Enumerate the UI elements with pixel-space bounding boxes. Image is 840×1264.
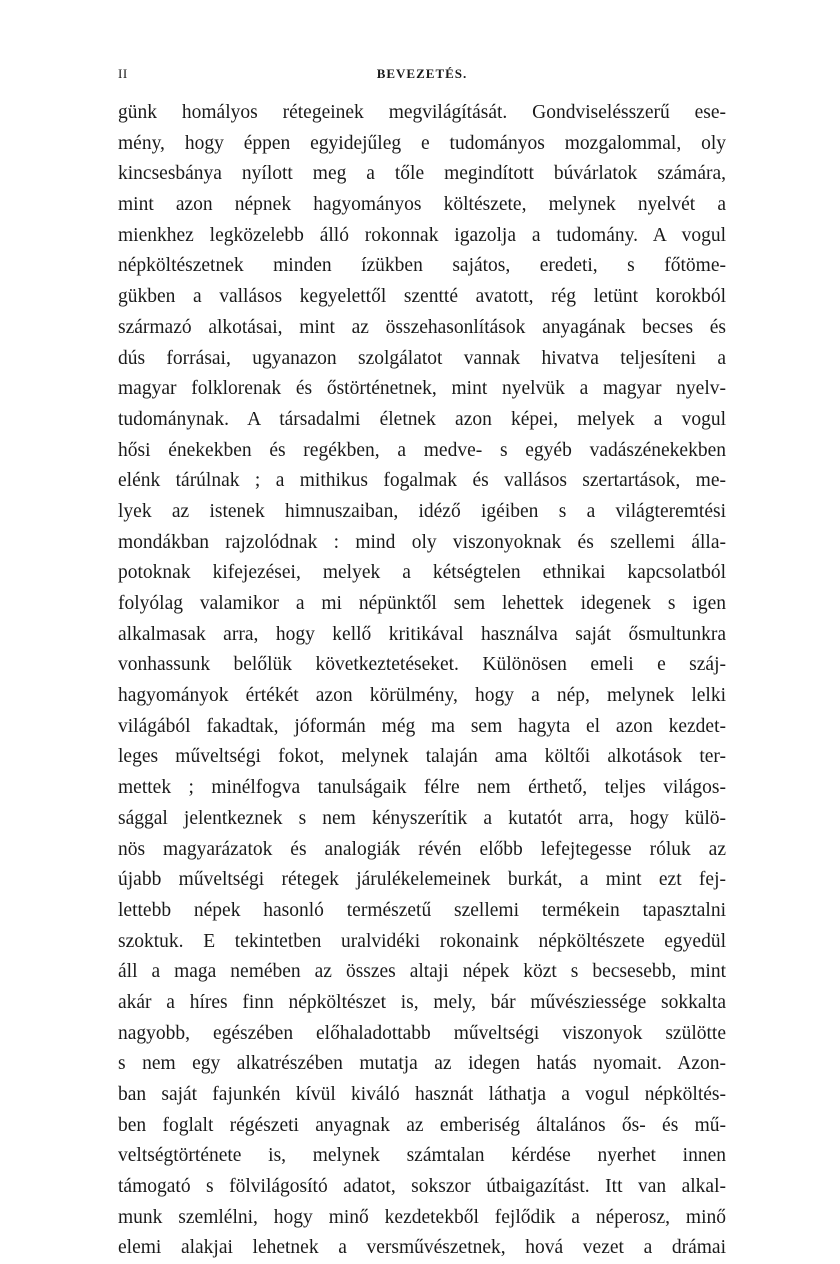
text-line: szoktuk. E tekintetben uralvidéki rokonaink népköltészete egyedül (118, 930, 726, 952)
text-line: elemi alakjai lehetnek a versművészetnek, hová vezet a drámai (118, 1237, 726, 1259)
text-line: vonhassunk belőlük következtetéseket. Különösen emeli e száj- (118, 654, 726, 676)
text-line: támogató s fölvilágosító adatot, sokszor útbaigazítást. Itt van alkal- (118, 1176, 726, 1198)
text-line: munk szemlélni, hogy minő kezdetekből fejlődik a néperosz, minő (118, 1206, 726, 1228)
text-line: mienkhez legközelebb álló rokonnak igazolja a tudomány. A vogul (118, 224, 726, 246)
text-line: lettebb népek hasonló természetű szellemi termékein tapasztalni (118, 899, 726, 921)
text-line: mondákban rajzolódnak : mind oly viszonyoknak és szellemi álla- (118, 531, 726, 553)
text-line: hősi énekekben és regékben, a medve- s egyéb vadászénekekben (118, 439, 726, 461)
text-line: s nem egy alkatrészében mutatja az idegen hatás nyomait. Azon- (118, 1053, 726, 1075)
text-line: magyar folklorenak és őstörténetnek, mint nyelvük a magyar nyelv- (118, 378, 726, 400)
text-line: sággal jelentkeznek s nem kényszerítik a kutatót arra, hogy külö- (118, 807, 726, 829)
text-line: újabb műveltségi rétegek járulékelemeinek burkát, a mint ezt fej- (118, 869, 726, 891)
text-line: világából fakadtak, jóformán még ma sem hagyta el azon kezdet- (118, 715, 726, 737)
text-line: kincsesbánya nyílott meg a tőle megindított búvárlatok számára, (118, 163, 726, 185)
text-line: hagyományok értékét azon körülmény, hogy a nép, melynek lelki (118, 685, 726, 707)
text-line: günk homályos rétegeinek megvilágítását. Gondviselésszerű ese- (118, 102, 726, 123)
running-head (118, 66, 726, 86)
text-line: származó alkotásai, mint az összehasonlítások anyagának becses és (118, 316, 726, 338)
text-line: elénk tárúlnak ; a mithikus fogalmak és vallásos szertartások, me- (118, 470, 726, 492)
text-line: mény, hogy éppen egyidejűleg e tudományos mozgalommal, oly (118, 132, 726, 154)
text-line: nagyobb, egészében előhaladottabb műveltségi viszonyok szülötte (118, 1022, 726, 1044)
text-line: ben foglalt régészeti anyagnak az emberiség általános ős- és mű- (118, 1114, 726, 1136)
text-line: potoknak kifejezései, melyek a kétségtelen ethnikai kapcsolatból (118, 562, 726, 584)
text-line: ban saját fajunkén kívül kiváló hasznát láthatja a vogul népköltés- (118, 1084, 726, 1105)
body-text (118, 98, 726, 1264)
text-line: gükben a vallásos kegyelettől szentté avatott, rég letünt korokból (118, 286, 726, 308)
text-line: akár a híres finn népköltészet is, mely, bár művésziessége sokkalta (118, 991, 726, 1013)
text-line: áll a maga nemében az összes altaji népek közt s becsesebb, mint (118, 961, 726, 983)
text-line: veltségtörténete is, melynek számtalan kérdése nyerhet innen (118, 1145, 726, 1167)
text-line: folyólag valamikor a mi népünktől sem lehettek idegenek s igen (118, 593, 726, 614)
text-line: lyek az istenek himnuszaiban, idéző igéiben s a világteremtési (118, 500, 726, 522)
text-line: mettek ; minélfogva tanulságaik félre nem érthető, teljes világos- (118, 777, 726, 799)
text-line: nös magyarázatok és analogiák révén előbb lefejtegesse róluk az (118, 838, 726, 860)
text-line: dús forrásai, ugyanazon szolgálatot vannak hivatva teljesíteni a (118, 347, 726, 369)
text-line: tudománynak. A társadalmi életnek azon képei, melyek a vogul (118, 408, 726, 430)
page-number: II (118, 66, 128, 81)
text-line: alkalmasak arra, hogy kellő kritikával használva saját ősmultunkra (118, 623, 726, 645)
text-line: népköltészetnek minden ízükben sajátos, eredeti, s főtöme- (118, 255, 726, 277)
running-title: BEVEZETÉS. (376, 66, 468, 81)
text-line: mint azon népnek hagyományos költészete, melynek nyelvét a (118, 194, 726, 216)
text-line: leges műveltségi fokot, melynek talaján ama költői alkotások ter- (118, 746, 726, 768)
